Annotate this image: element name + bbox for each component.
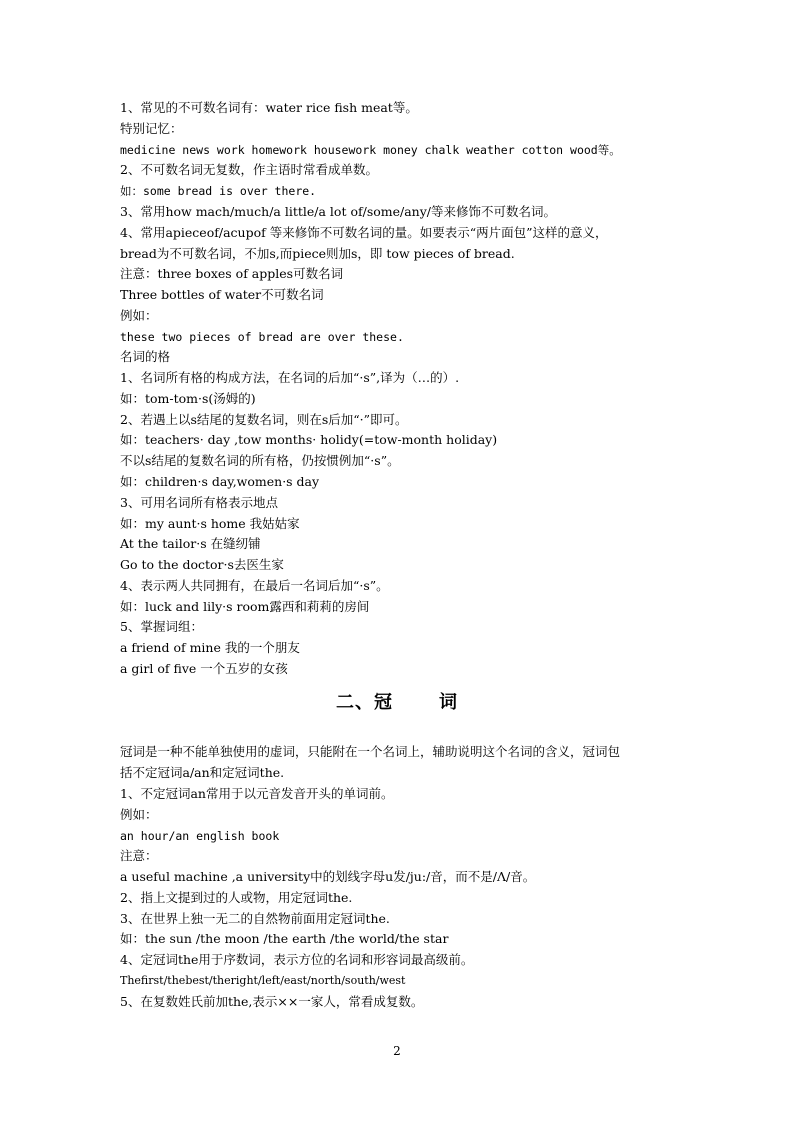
text-line: 名词的格 [120, 349, 171, 364]
text-line: 3、常用how mach/much/a little/a lot of/some/any/等来修饰不可数名词。 [120, 204, 556, 219]
text-line: 4、表示两人共同拥有，在最后一名词后加“·s”。 [120, 578, 389, 593]
text-line: 如：tom-tom·s(汤姆的) [120, 391, 256, 406]
text-line: 冠词是一种不能单独使用的虚词，只能附在一个名词上，辅助说明这个名词的含义，冠词包 [120, 744, 621, 759]
text-line: 4、定冠词the用于序数词，表示方位的名词和形容词最高级前。 [120, 952, 474, 967]
text-line: 括不定冠词a/an和定冠词the. [120, 765, 285, 780]
text-line: 如：some bread is over there. [120, 184, 317, 198]
text-line: these two pieces of bread are over these. [120, 330, 404, 344]
section-heading-part2: 词 [439, 692, 458, 713]
text-line: 注意： [120, 848, 158, 863]
text-line: 例如： [120, 807, 158, 822]
text-line: bread为不可数名词，不加s,而piece则加s，即 tow pieces of bread. [120, 246, 515, 261]
text-line: 1、不定冠词an常用于以元音发音开头的单词前。 [120, 786, 394, 801]
text-line: 注意：three boxes of apples可数名词 [120, 266, 344, 281]
text-line: 2、若遇上以s结尾的复数名词，则在s后加“·”即可。 [120, 412, 408, 427]
text-line: Three bottles of water不可数名词 [120, 287, 324, 302]
text-line: 2、不可数名词无复数，作主语时常看成单数。 [120, 162, 378, 177]
text-line: Thefirst/thebest/theright/left/east/north/south/west [120, 974, 406, 987]
text-line: At the tailor·s 在缝纫铺 [120, 536, 261, 551]
text-line: 1、常见的不可数名词有：water rice fish meat等。 [120, 100, 418, 115]
text-line: 如：luck and lily·s room露西和莉莉的房间 [120, 599, 370, 614]
text-line: a useful machine ,a university中的划线字母u发/ju:/音，而不是/Λ/音。 [120, 869, 536, 884]
page-number: 2 [393, 1044, 401, 1058]
text-line: 例如： [120, 308, 158, 323]
text-line: 5、在复数姓氏前加the,表示××一家人，常看成复数。 [120, 994, 424, 1009]
text-line: 如：teachers· day ,tow months· holidy(=tow-month holiday) [120, 432, 498, 447]
text-line: 如：children·s day,women·s day [120, 474, 320, 489]
text-line: medicine news work homework housework money chalk weather cotton wood等。 [120, 143, 621, 157]
text-line: 3、可用名词所有格表示地点 [120, 495, 278, 510]
text-line: 如：my aunt·s home 我姑姑家 [120, 516, 300, 531]
text-line: a friend of mine 我的一个朋友 [120, 640, 300, 655]
text-line: 2、指上文提到过的人或物，用定冠词the. [120, 890, 353, 905]
text-line: a girl of five 一个五岁的女孩 [120, 661, 288, 676]
text-line: 1、名词所有格的构成方法，在名词的后加“·s”,译为（…的）. [120, 370, 460, 385]
text-line: Go to the doctor·s去医生家 [120, 557, 284, 572]
section-heading [0, 688, 794, 714]
text-line: an hour/an english book [120, 829, 280, 843]
text-line: 如：the sun /the moon /the earth /the world/the star [120, 931, 449, 946]
text-line: 4、常用apieceof/acupof 等来修饰不可数名词的量。如要表示“两片面包”这样的意义， [120, 225, 608, 240]
text-line: 特别记忆： [120, 121, 183, 136]
text-line: 5、掌握词组： [120, 619, 203, 634]
text-line: 不以s结尾的复数名词的所有格，仍按惯例加“·s”。 [120, 453, 400, 468]
text-line: 3、在世界上独一无二的自然物前面用定冠词the. [120, 911, 390, 926]
section-heading-part1: 二、冠 [336, 692, 393, 713]
